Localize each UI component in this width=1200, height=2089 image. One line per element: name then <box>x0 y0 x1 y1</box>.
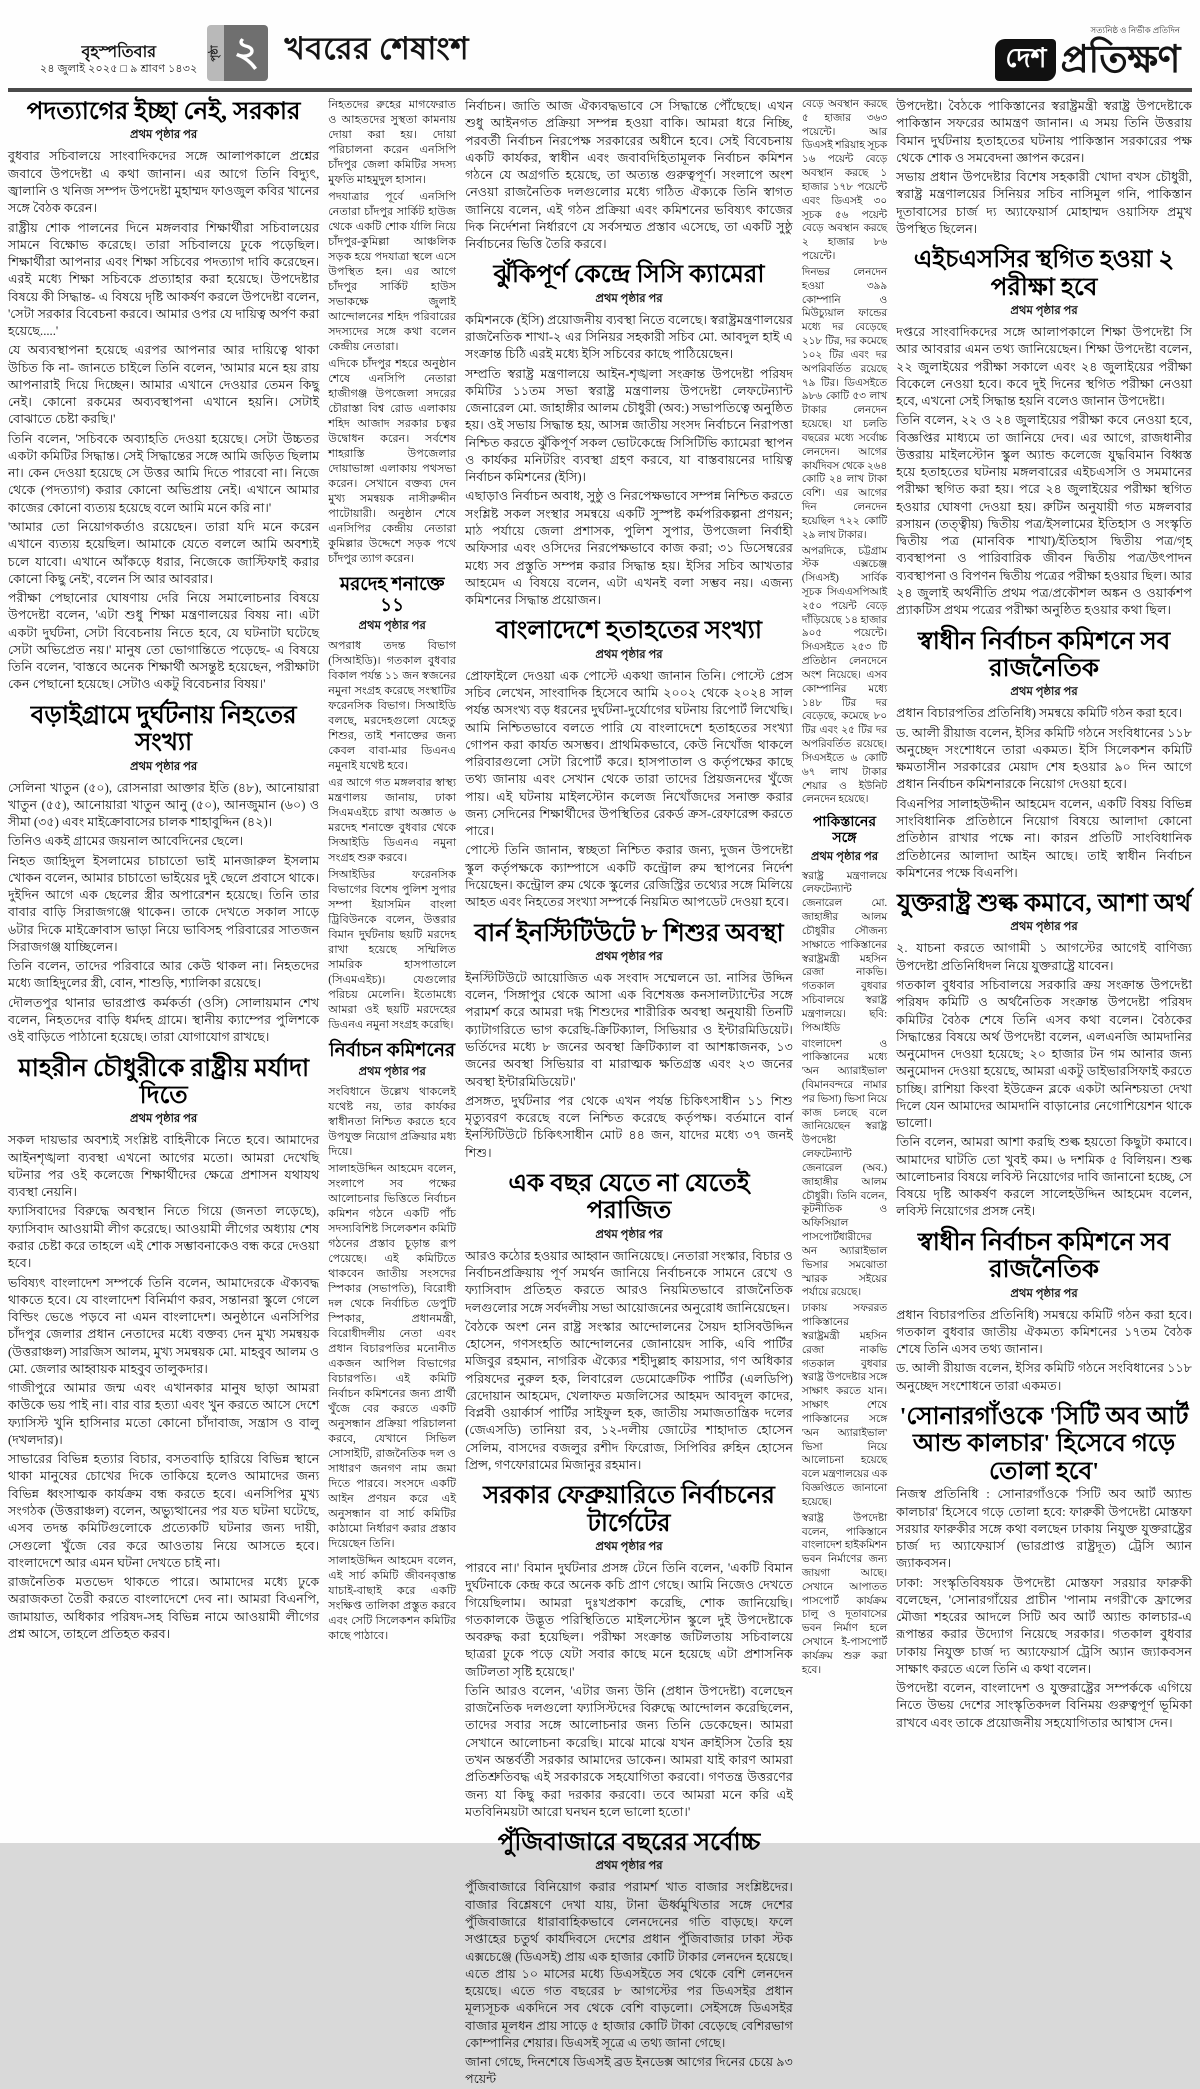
article-paragraph: গাজীপুরে আমার জন্ম এবং এখানকার মানুষ ছাড়া আমরা কাউকে ভয় পাই না। বার বার হত্যা এবং খুন করতে আসে দেশে ফ্যাসিস্ট খুনি হাসিনার মতো কোনো চাঁদাবাজ, সন্ত্রাস ও বালু (দখলদার)। <box>8 1381 320 1447</box>
article-paragraph: নির্বাচন। জাতি আজ ঐক্যবদ্ধভাবে সে সিদ্ধান্তে পৌঁছেছে। এখন শুধু আইনগত প্রক্রিয়া সম্পন্ন হওয়া বাকি। আমরা ধরে নিচ্ছি, পরবর্তী নির্বাচন নিরপেক্ষ সরকারের অধীনে হবে। সেই বিবেচনায় একটি কার্যকর, স্বাধীন এবং জবাবদিহিতামূলক নির্বাচন কমিশন গঠনে যে অগ্রগতি হয়েছে, তা অত্যন্ত গুরুত্বপূর্ণ। সংলাপে অংশ নেওয়া রাজনৈতিক দলগুলোর মধ্যে গঠিত ঐক্যকে তিনি স্বাগত জানিয়ে বলেন, এই গঠন প্রক্রিয়া এবং কমিশনের ভবিষ্যৎ কাজের দিক নির্দেশনা নির্ধারণে যে সর্বসম্মত প্রস্তাব এসেছে, তা একটি সুষ্ঠু নির্বাচনের ভিত্তি তৈরি করবে। <box>465 99 793 252</box>
article-paragraph: রাজনৈতিক মতভেদ থাকতে পারে। আমাদের মধ্যে ঢুকে অরাজকতা তৈরী করতে বাংলাদেশে দেব না। আমরা বিএনপি, জামায়াত, অধিকার পরিষদ-সহ বিভিন্ন নামে আওয়ামী লীগের প্রশ্ন আসে, তাহলে প্রতিহত করব। <box>8 1575 320 1641</box>
article-paragraph: গতকাল বুধবার সচিবালয়ে সরকারি ক্রয় সংক্রান্ত উপদেষ্টা পরিষদ কমিটি ও অর্থনৈতিক সংক্রান্ত উপদেষ্টা পরিষদ কমিটির বৈঠক শেষে তিনি এসব কথা বলেন। বৈঠকের সিদ্ধান্তের বিষয়ে অর্থ উপদেষ্টা বলেন, এলএনজি আমদানির অনুমোদন দেওয়া হয়েছে; ২০ হাজার টন গম আনার জন্য অনুমোদন দেওয়া হয়েছে, আমরা একটু ডাইভারসিফাই করতে চাচ্ছি। রাশিয়া কিংবা ইউক্রেন ব্লকে একটা অনিশ্চয়তা দেখা দিলে যেন আমাদের আমদানি বাড়ানোর নেগোশিয়েশন থাকে ভালো। <box>896 978 1192 1131</box>
article-paragraph: পরীক্ষা পেছানোর ঘোষণায় দেরি নিয়ে সমালোচনার বিষয়ে উপদেষ্টা বলেন, 'এটা শুধু শিক্ষা মন্ত্রণালয়ের বিষয় না। এটা একটা দুর্ঘটনা, সেটা বিবেচনায় নিতে হবে, যে ঘটনাটা ঘটেছে সেটা অভিপ্রেত নয়।' মানুষ তো ভোগান্তিতে পড়েছে- এ বিষয়ে তিনি বলেন, 'বাস্তবে অনেক শিক্ষার্থী অসন্তুষ্ট হয়েছেন, পরীক্ষাটা কেন পেছানো হয়েছে। সেটাও একটু বিবেচনার বিষয়।' <box>8 591 320 692</box>
article-paragraph: সভায় প্রধান উপদেষ্টার বিশেষ সহকারী খোদা বখস চৌধুরী, স্বরাষ্ট্র মন্ত্রণালয়ের সিনিয়র সচিব নাসিমুল গনি, পাকিস্তান দূতাবাসের চার্জ দ্য অ্যাফেয়ার্স মোহাম্মদ ওয়াসিফ প্রমুখ উপস্থিত ছিলেন। <box>896 170 1192 236</box>
news-article <box>8 98 319 694</box>
news-article <box>896 1403 1192 1732</box>
article-paragraph: নিজস্ব প্রতিনিধি : সোনারগাঁওকে 'সিটি অব আর্ট অ্যান্ড কালচার' হিসেবে গড়ে তোলা হবে: ফারুকী উপদেষ্টা মোস্তফা সরয়ার ফারুকীর সঙ্গে কথা বলছেন ঢাকায় নিযুক্ত যুক্তরাষ্ট্রের চার্জ দ্য অ্যাফেয়ার্স (ভারপ্রাপ্ত রাষ্ট্রদূত) ট্রেসি অ্যান জ্যাকবসন। <box>896 1487 1192 1571</box>
article-paragraph: সম্প্রতি স্বরাষ্ট্র মন্ত্রণালয়ে আইন-শৃঙ্খলা সংক্রান্ত উপদেষ্টা পরিষদ কমিটির ১১তম সভা স্বরাষ্ট্র মন্ত্রণালয় উপদেষ্টা লেফটেন্যান্ট জেনারেল মো. জাহাঙ্গীর আলম চৌধুরী (অব:) সভাপতিত্বে অনুষ্ঠিত হয়। ওই সভায় সিদ্ধান্ত হয়, আসন্ন জাতীয় সংসদ নির্বাচনে নিরাপত্তা নিশ্চিত করতে ঝুঁকিপূর্ণ সকল ভোটকেন্দ্রে সিসিটিভি ক্যামেরা স্থাপন ও কার্যকর মনিটরিং ব্যবস্থা গ্রহণ করবে, যা বাস্তবায়নের দায়িত্ব নির্বাচন কমিশনের (ইসি)। <box>465 366 793 485</box>
news-article-continuation <box>896 98 1192 238</box>
article-paragraph: সিআইডির ফরেনসিক বিভাগের বিশেষ পুলিশ সুপার সম্পা ইয়াসমিন বাংলা ট্রিবিউনকে বলেন, উত্তরার বিমান দুর্ঘটনায় ছয়টি মরদেহ রাখা হয়েছে সম্মিলিত সামরিক হাসপাতালে (সিএমএইচ)। যেগুলোর পরিচয় মেলেনি। ইতোমধ্যে আমরা ওই ছয়টি মরদেহের ডিএনএ নমুনা সংগ্রহ করেছি। <box>328 869 457 1032</box>
news-article <box>465 617 793 911</box>
continued-from-front-page-label: প্রথম পৃষ্ঠার পর <box>595 648 663 661</box>
article-paragraph: সকল দায়ভার অবশ্যই সংশ্লিষ্ট বাহিনীকে নিতে হবে। আমাদের আইনশৃঙ্খলা ব্যবস্থা এখনো আগের মতো। আমরা দেখেছি ঘটনার পর ওই কলেজে শিক্ষার্থীদের ক্ষেত্রে প্রশাসন যথাযথ ব্যবস্থা নেয়নি। <box>8 1133 320 1200</box>
article-paragraph: উপদেষ্টা। বৈঠকে পাকিস্তানের স্বরাষ্ট্রমন্ত্রী স্বরাষ্ট্র উপদেষ্টাকে পাকিস্তান সফরের আমন্ত্রণ জানান। এ সময় তিনি উত্তরায় বিমান দুর্ঘটনায় হতাহতের ঘটনায় পাকিস্তান সরকারের পক্ষ থেকে শোক ও সমবেদনা জ্ঞাপন করেন। <box>896 99 1192 165</box>
article-paragraph: দপ্তরে সাংবাদিকদের সঙ্গে আলাপকালে শিক্ষা উপদেষ্টা সি আর আবরার এমন তথ্য জানিয়েছেন। শিক্ষা উপদেষ্টা বলেন, ২২ জুলাইয়ের পরীক্ষা সকালে এবং ২৪ জুলাইয়ের পরীক্ষা বিকেলে নেওয়া হবে। কবে দুই দিনের স্থগিত পরীক্ষা নেওয়া হবে, এখনো সেই সিদ্ধান্ত হয়নি বলেও জানান উপদেষ্টা। <box>896 325 1192 409</box>
weekday: বৃহস্পতিবার <box>81 44 157 62</box>
article-headline: পদত্যাগের ইচ্ছা নেই, সরকার <box>26 98 301 125</box>
continued-from-front-page-label: প্রথম পৃষ্ঠার পর <box>1010 686 1078 699</box>
article-headline: নির্বাচন কমিশনের <box>329 1041 456 1062</box>
date-line: ২৪ জুলাই ২০২৫ □ ৯ শ্রাবণ ১৪৩২ <box>40 63 198 76</box>
continued-from-front-page-label: প্রথম পৃষ্ঠার পর <box>130 129 198 142</box>
article-paragraph: স্বরাষ্ট্র মন্ত্রণালয়ে লেফটেন্যান্ট জেনারেল মো. জাহাঙ্গীর আলম চৌধুরীর সৌজন্য সাক্ষাতে পাকিস্তানের স্বরাষ্ট্রমন্ত্রী মহসিন রেজা নাকভি। গতকাল বুধবার সচিবালয়ে স্বরাষ্ট্র মন্ত্রণালয়ে। ছবি: পিআইডি <box>801 870 888 1034</box>
article-headline: বার্ন ইনস্টিটিউটে ৮ শিশুর অবস্থা <box>474 919 784 947</box>
continued-from-front-page-label: প্রথম পৃষ্ঠার পর <box>595 1541 663 1554</box>
article-paragraph: আরও কঠোর হওয়ার আহ্বান জানিয়েছে। নেতারা সংস্কার, বিচার ও নির্বাচনপ্রক্রিয়ায় পূর্ণ সমর্থন জানিয়ে নির্বাচনকে সামনে রেখে ও ফ্যাসিবাদ প্রতিহত করতে আরও নিয়মিতভাবে রাজনৈতিক দলগুলোর সঙ্গে সর্বদলীয় সভা আয়োজনের অনুরোধ জানিয়েছেন। <box>465 1248 793 1315</box>
news-article <box>896 246 1192 619</box>
article-headline: 'সোনারগাঁওকে 'সিটি অব আর্ট আন্ড কালচার' হিসেবে গড়ে তোলা হবে' <box>899 1402 1189 1485</box>
article-paragraph: অপরদিকে, চট্টগ্রাম স্টক এক্সচেঞ্জ (সিএসই) সার্বিক সূচক সিএএসপিআই ২৫০ পয়েন্ট বেড়ে দাঁড়িয়েছে ১৪ হাজার ৯০৫ পয়েন্টে। সিএসইতে ২৫৩ টি প্রতিষ্ঠান লেনদেনে অংশ নিয়েছে। এসব কোম্পানির মধ্যে ১৪৮ টির দর বেড়েছে, কমেছে ৮০ টির এবং ২৫ টির দর অপরিবর্তিত রয়েছে। সিএসইতে ৬ কোটি ৬৭ লাখ টাকার শেয়ার ও ইউনিট লেনদেন হয়েছে। <box>801 545 888 806</box>
news-article <box>465 1482 793 1821</box>
continued-from-front-page-label: প্রথম পৃষ্ঠার পর <box>1010 921 1078 934</box>
article-paragraph: সেলিনা খাতুন (৫০), রোসনারা আক্তার ইতি (৪৮), আনোয়ারা খাতুন (৫৫), আনোয়ারা খাতুন আনু (৫০), আনজুমান (৬০) ও সীমা (৩৫) এবং মাইক্রোবাসের চালক শাহাবুদ্দিন (৪২)। <box>8 780 320 830</box>
article-paragraph: ২. যাচনা করতে আগামী ১ আগস্টের আগেই বাণিজ্য উপদেষ্টা প্রতিনিধিদল নিয়ে যুক্তরাষ্ট্রে যাবেন। <box>896 941 1192 973</box>
article-paragraph: সালাহউদ্দিন আহমেদ বলেন, সংলাপে সব পক্ষের আলোচনার ভিত্তিতে নির্বাচন কমিশন গঠনে একটি পাঁচ সদস্যবিশিষ্ট সিলেকশন কমিটি গঠনের প্রস্তাব চূড়ান্ত রূপ পেয়েছে। এই কমিটিতে থাকবেন জাতীয় সংসদের স্পিকার (সভাপতি), বিরোধী দল থেকে নির্বাচিত ডেপুটি স্পিকার, প্রধানমন্ত্রী, বিরোধীদলীয় নেতা এবং প্রধান বিচারপতির মনোনীত একজন আপিল বিভাগের বিচারপতি। এই কমিটি নির্বাচন কমিশনের জন্য প্রার্থী খুঁজে বের করতে একটি অনুসন্ধান প্রক্রিয়া পরিচালনা করবে, যেখানে সিভিল সোসাইটি, রাজনৈতিক দল ও সাধারণ জনগণ নাম জমা দিতে পারবে। সংসদে একটি আইন প্রণয়ন করে এই অনুসন্ধান বা সার্চ কমিটির কাঠামো নির্ধারণ করার প্রস্তাব দিয়েছেন তিনি। <box>328 1163 457 1551</box>
continued-from-front-page-label: প্রথম পৃষ্ঠার পর <box>130 1113 198 1126</box>
section-title: খবরের শেষাংশ <box>284 31 470 66</box>
newspaper-tagline: সত্যনিষ্ঠ ও নির্ভীক প্রতিদিন <box>1090 25 1180 35</box>
article-paragraph: উপদেষ্টা বলেন, বাংলাদেশ ও যুক্তরাষ্ট্রের সম্পর্ককে এগিয়ে নিতে উভয় দেশের সাংস্কৃতিকদল বিনিময় গুরুত্বপূর্ণ ভূমিকা রাখবে এবং তাকে প্রয়োজনীয় সহযোগিতার আশ্বাস দেন। <box>896 1681 1192 1730</box>
news-article <box>896 890 1192 1221</box>
article-paragraph: যে অব্যবস্থাপনা হয়েছে এরপর আপনার আর দায়িত্বে থাকা উচিত কি না- জানতে চাইলে তিনি বলেন, 'আমার মনে হয় রায় আপনারাই দিয়ে দিচ্ছেন। আমার এখানে দেওয়ার তেমন কিছু নেই। কোনো রকমের অব্যবস্থাপনা এখানে হয়নি। সেটাই বোঝাতে চেষ্টা করছি।' <box>8 343 320 427</box>
article-headline: পাকিস্তানের সঙ্গে <box>812 815 877 846</box>
article-paragraph: এর আগে গত মঙ্গলবার স্বাস্থ্য মন্ত্রণালয় জানায়, ঢাকা সিএমএইচে রাখা অজ্ঞাত ৬ মরদেহ শনাক্তে বুধবার থেকে সিআইডি ডিএনএ নমুনা সংগ্রহ শুরু করবে। <box>328 777 457 865</box>
article-paragraph: ঢাকা: সংস্কৃতিবিষয়ক উপদেষ্টা মোস্তফা সরয়ার ফারুকী বলেছেন, 'সোনারগাঁয়ের প্রাচীন 'পানাম নগরী'কে ফ্রান্সের মৌজা শহরের আদলে সিটি অব আর্ট অ্যান্ড কালচার-এ রূপান্তর করার উদ্যোগ নিয়েছে সরকার। গতকাল বুধবার ঢাকায় নিযুক্ত চার্জ দ্য অ্যাফেয়ার্স ট্রেসি অ্যান জ্যাকবসন সাক্ষাৎ করতে এলে তিনি এ কথা বলেন। <box>896 1575 1192 1676</box>
article-paragraph: প্রধান বিচারপতির প্রতিনিধি) সমন্বয়ে কমিটি গঠন করা হবে। গতকাল বুধবার জাতীয় ঐকমত্য কমিশনের ১৭তম বৈঠক শেষে তিনি এসব তথ্য জানান। <box>896 1307 1192 1357</box>
article-headline: সরকার ফেব্রুয়ারিতে নির্বাচনের টার্গেটের <box>483 1482 775 1537</box>
article-paragraph: অপরাধ তদন্ত বিভাগ (সিআইডি)। গতকাল বুধবার বিকাল পর্যন্ত ১১ জন স্বজনের নমুনা সংগ্রহ করেছে সংস্থাটির ফরেনসিক বিভাগ। সিআইডি বলছে, মরদেহগুলো যেহেতু শিশুর, তাই শনাক্তের জন্য কেবল বাবা-মার ডিএনএ নমুনাই যথেষ্ট হবে। <box>328 640 457 773</box>
masthead <box>0 0 1200 88</box>
article-paragraph: বৈঠকে অংশ নেন রাষ্ট্র সংস্কার আন্দোলনের সৈয়দ হাসিবউদ্দিন হোসেন, গণসংহতি আন্দোলনের জোনায়েদ সাকি, এবি পার্টির মজিবুর রহমান, নাগরিক ঐক্যের শহীদুল্লাহ কায়সার, গণ অধিকার পরিষদের নুরুল হক, লিবারেল ডেমোক্রেটিক পার্টির (এলডিপি) রেদোয়ান আহমেদ, খেলাফত মজলিসের আহমদ আবদুল কাদের, বিপ্লবী ওয়ার্কার্স পার্টির সাইফুল হক, জাতীয় সমাজতান্ত্রিক দলের (জেএসডি) তানিয়া রব, ১২-দলীয় জোটের শাহাদাত হোসেন সেলিম, বাসদের বজলুর রশীদ ফিরোজ, সিপিবির রুহিন হোসেন প্রিন্স, গণফোরামের মিজানুর রহমান। <box>465 1319 793 1472</box>
news-article-continuation <box>802 98 887 807</box>
news-article-continuation <box>465 98 793 253</box>
article-paragraph: বিএনপির সালাহউদ্দীন আহমেদ বলেন, একটি বিষয় বিভিন্ন সাংবিধানিক প্রতিষ্ঠানে নিয়োগ বিষয়ে আলাদা কোনো প্রতিষ্ঠান রাখার পক্ষে না। কারন প্রতিটি সাংবিধানিক প্রতিষ্ঠানের আলাদা আইন আছে। তাই স্বাধীন নির্বাচন কমিশনের পক্ষে বিএনপি। <box>896 796 1192 880</box>
continued-from-front-page-label: প্রথম পৃষ্ঠার পর <box>358 1066 426 1079</box>
continued-from-front-page-label: প্রথম পৃষ্ঠার পর <box>595 292 663 305</box>
article-paragraph: কমিশনকে (ইসি) প্রয়োজনীয় ব্যবস্থা নিতে বলেছে। স্বরাষ্ট্রমন্ত্রণালয়ের রাজনৈতিক শাখা-২ এর সিনিয়র সহকারী সচিব মো. আবদুল হাই এ সংক্রান্ত চিঠি এরই মধ্যে ইসি সচিবের কাছে পাঠিয়েছেন। <box>465 312 793 362</box>
brand-mark: দেশ <box>995 39 1056 81</box>
article-paragraph: প্রোফাইলে দেওয়া এক পোস্টে একথা জানান তিনি। পোস্টে প্রেস সচিব লেখেন, সাংবাদিক হিসেবে আমি ২০০২ থেকে ২০২৪ সাল পর্যন্ত অসংখ্য বড় ধরনের দুর্ঘটনা-দুর্যোগের ঘটনায় রিপোর্ট লিখেছি। আমি নিশ্চিতভাবে বলতে পারি যে বাংলাদেশে হতাহতের সংখ্যা গোপন করা কার্যত অসম্ভব। প্রাথমিকভাবে, কেউ নিখোঁজ থাকলে পরিবারগুলো সেটা রিপোর্ট করে। হাসপাতাল ও কর্তৃপক্ষের কাছে তথ্য জানায় এবং সেখান থেকে তারা তাদের প্রিয়জনদের খুঁজে পায়। এই ঘটনায় মাইলস্টোন কলেজ নিখোঁজদের সনাক্ত করার জন্য সেদিনের শিক্ষার্থীদের উপস্থিতির রেকর্ড ক্রস-রেফারেন্স করতে পারে। <box>465 668 793 839</box>
article-paragraph: তিনি বলেন, ২২ ও ২৪ জুলাইয়ের পরীক্ষা কবে নেওয়া হবে, বিজ্ঞপ্তির মাধ্যমে তা জানিয়ে দেব। এর আগে, রাজধানীর উত্তরায় মাইলস্টোন স্কুল অ্যান্ড কলেজে যুদ্ধবিমান বিধ্বস্ত হয়ে হতাহতের ঘটনায় মঙ্গলবারের এইচএসসি ও সমমানের পরীক্ষা স্থগিত করা হয়। পরে ২৪ জুলাইয়ের পরীক্ষা স্থগিত হওয়ার ঘোষণা দেওয়া হয়। রুটিন অনুযায়ী গত মঙ্গলবার রসায়ন (তত্ত্বীয়) দ্বিতীয় পত্র/ইসলামের ইতিহাস ও সংস্কৃতি দ্বিতীয় পত্র (মানবিক শাখা)/ইতিহাস দ্বিতীয় পত্র/গৃহ ব্যবস্থাপনা ও পারিবারিক জীবন দ্বিতীয় পত্র/উৎপাদন ব্যবস্থাপনা ও বিপণন দ্বিতীয় পত্রের পরীক্ষা হওয়ার ছিল। আর ২৪ জুলাই অর্থনীতি প্রথম পত্র/প্রকৌশল অঙ্কন ও ওয়ার্কশপ প্র্যাকটিস প্রথম পত্রের পরীক্ষা অনুষ্ঠিত হওয়ার কথা ছিল। <box>896 413 1192 618</box>
continued-from-front-page-label: প্রথম পৃষ্ঠার পর <box>358 620 426 633</box>
news-article <box>8 1055 319 1644</box>
article-paragraph: বুধবার সচিবালয়ে সাংবাদিকদের সঙ্গে আলাপকালে প্রশ্নের জবাবে উপদেষ্টা এ কথা জানান। এর আগে তিনি বিদ্যুৎ, জ্বালানি ও খনিজ সম্পদ উপদেষ্টা মুহাম্মদ ফাওজুল কবির খানের সঙ্গে বৈঠক করেন। <box>8 149 320 216</box>
article-paragraph: নিহত জাহিদুল ইসলামের চাচাতো ভাই মানজারুল ইসলাম খোকন বলেন, আমার চাচাতো ভাইয়ের দুই ছেলে প্রবাসে থাকে। দুইদিন আগে এক ছেলের স্ত্রীর অপারেশন হয়েছে। তিনি তার বাবার বাড়ি সিরাজগঞ্জে থাকেন। তাকে দেখতে সকাল সাড়ে ৬টার দিকে মাইক্রোবাস ভাড়া নিয়ে ভাবিসহ পরিবারের সাতজন সিরাজগঞ্জ যাচ্ছিলেন। <box>8 853 320 954</box>
article-paragraph: ভবিষ্যৎ বাংলাদেশ সম্পর্কে তিনি বলেন, আমাদেরকে ঐক্যবদ্ধ থাকতে হবে। যে বাংলাদেশ বিনির্মাণ করব, সন্তানরা স্কুলে গেলে বিল্ডিং ভেঙে পড়বে না এমন বাংলাদেশ। অনুষ্ঠানে এনসিপির চাঁদপুর জেলার প্রধান নেতাদের মধ্যে বক্তব্য দেন মুখ্য সমন্বয়ক (উত্তরাঞ্চল) সারজিস আলম, মুখ্য সমন্বয়ক মো. মাহবুব আলম ও মো. জেলার আহ্বায়ক মাহবুব তালুকদার। <box>8 1275 320 1376</box>
continued-from-front-page-label: প্রথম পৃষ্ঠার পর <box>595 1860 663 1873</box>
article-headline: ঝুঁকিপূর্ণ কেন্দ্রে সিসি ক্যামেরা <box>493 261 765 289</box>
article-paragraph: বাংলাদেশ ও পাকিস্তানের মধ্যে 'অন অ্যারাইভাল' (বিমানবন্দরে নামার পর ভিসা) ভিসা নিয়ে কাজ চলছে বলে জানিয়েছেন স্বরাষ্ট্র উপদেষ্টা লেফটেন্যান্ট জেনারেল (অব.) জাহাঙ্গীর আলম চৌধুরী। তিনি বলেন, কূটনীতিক ও অফিসিয়াল পাসপোর্টধারীদের অন অ্যারাইভাল ভিসার সমঝোতা স্মারক সইয়ের পর্যায়ে রয়েছে। <box>801 1038 888 1299</box>
article-headline: পুঁজিবাজারে বছরের সর্বোচ্চ <box>497 1829 761 1857</box>
article-headline: এইচএসসির স্থগিত হওয়া ২ পরীক্ষা হবে <box>913 246 1175 301</box>
article-paragraph: এছাড়াও নির্বাচন অবাধ, সুষ্ঠু ও নিরপেক্ষভাবে সম্পন্ন নিশ্চিত করতে সংশ্লিষ্ট সকল সংস্থার সমন্বয়ে একটি সুস্পষ্ট কর্মপরিকল্পনা প্রণয়ন; মাঠ পর্যায়ে জেলা প্রশাসক, পুলিশ সুপার, উপজেলা নির্বাহী অফিসার এবং ওসিদের নিরপেক্ষভাবে কাজ করা; ৩১ ডিসেম্বরের মধ্যে সব প্রস্তুতি সম্পন্ন করার সিদ্ধান্ত হয়। ইসির সচিব আখতার আহমেদ এ বিষয়ে বলেন, এটা এখনই বলা সম্ভব নয়। এজন্য কমিশনের সিদ্ধান্ত প্রয়োজন। <box>465 489 793 608</box>
article-headline: যুক্তরাষ্ট্র শুল্ক কমাবে, আশা অর্থ <box>896 890 1192 918</box>
news-article <box>465 1829 793 2089</box>
news-article-continuation <box>328 98 456 567</box>
column-strip-3 <box>465 98 793 2087</box>
news-article <box>465 1170 793 1474</box>
article-paragraph: রাষ্ট্রীয় শোক পালনের দিনে মঙ্গলবার শিক্ষার্থীরা সচিবালয়ের সামনে বিক্ষোভ করেছে। তারা সচিবালয়ে ঢুকে পড়েছিল। শিক্ষার্থীরা আপনার এবং শিক্ষা সচিবের পদত্যাগ দাবি করেছেন। এরই মধ্যে শিক্ষা সচিবকে প্রত্যাহার করা হয়েছে। উপদেষ্টার বিষয়ে কী সিদ্ধান্ত- এ বিষয়ে দৃষ্টি আকর্ষণ করলে উপদেষ্টা বলেন, 'সেটা সরকার বিবেচনা করবে। আমার ওপর যে দায়িত্ব অর্পণ করা হয়েছে.....' <box>8 220 320 339</box>
article-paragraph: তিনি বলেন, 'সচিবকে অব্যাহতি দেওয়া হয়েছে। সেটা উচ্চতর একটা কমিটির সিদ্ধান্ত। সেই সিদ্ধান্তের সঙ্গে আমি জড়িত ছিলাম না। কেন দেওয়া হয়েছে সে উত্তর আমি দিতে পারবো না। নিজে থেকে (পদত্যাগ) করার কোনো অভিপ্রায় নেই। এখানে আমার কাজের কোনো ব্যত্যয় হয়েছে বলে আমি মনে করি না।' <box>8 431 320 515</box>
article-paragraph: প্রধান বিচারপতির প্রতিনিধি) সমন্বয়ে কমিটি গঠন করা হবে। <box>896 706 1183 721</box>
masthead-left <box>40 25 469 81</box>
article-paragraph: সংবিধানে উল্লেখ থাকলেই যথেষ্ট নয়, তার কার্যকর স্বাধীনতা নিশ্চিত করতে হবে উপযুক্ত নিয়োগ প্রক্রিয়ার মধ্য দিয়ে। <box>328 1086 457 1159</box>
newspaper-brand <box>995 24 1186 81</box>
article-headline: বড়াইগ্রামে দুর্ঘটনায় নিহতের সংখ্যা <box>30 701 297 757</box>
article-paragraph: বেড়ে অবস্থান করছে ৫ হাজার ৩৬৩ পয়েন্টে। আর ডিএসই শরিয়াহ সূচক ১৬ পয়েন্ট বেড়ে অবস্থান করছে ১ হাজার ১৭৮ পয়েন্টে এবং ডিএসই ৩০ সূচক ৫৬ পয়েন্ট বেড়ে অবস্থান করছে ২ হাজার ৮৬ পয়েন্টে। <box>801 99 888 263</box>
continued-from-front-page-label: প্রথম পৃষ্ঠার পর <box>1010 305 1078 317</box>
article-headline: স্বাধীন নির্বাচন কমিশনে সব রাজনৈতিক <box>917 1228 1171 1284</box>
news-article <box>896 628 1192 883</box>
news-article <box>328 1041 456 1644</box>
article-paragraph: পোস্টে তিনি জানান, স্বচ্ছতা নিশ্চিত করার জন্য, দুজন উপদেষ্টা স্কুল কর্তৃপক্ষকে ক্যাম্পাসে একটি কন্ট্রোল রুম স্থাপনের নির্দেশ দিয়েছেন। কন্ট্রোল রুম থেকে স্কুলের রেজিস্ট্রির তথ্যের সঙ্গে মিলিয়ে আহত এবং নিহতের সংখ্যা সম্পর্কে নিয়মিত আপডেট দেওয়া হবে। <box>465 843 793 910</box>
news-article <box>896 1229 1192 1395</box>
article-headline: মাহরীন চৌধুরীকে রাষ্ট্রীয় মর্যাদা দিতে <box>18 1054 310 1109</box>
column-strip-2 <box>328 98 456 1832</box>
article-paragraph: নিহতদের রুহের মাগফেরাত ও আহতদের সুস্থতা কামনায় দোয়া করা হয়। দোয়া পরিচালনা করেন এনসিপি চাঁদপুর জেলা কমিটির সদস্য মুফতি মাহমুদুল হাসান। <box>328 99 457 186</box>
news-article <box>802 815 887 1677</box>
continued-from-front-page-label: প্রথম পৃষ্ঠার পর <box>595 1228 663 1241</box>
article-paragraph: তিনিও একই গ্রামের জয়নাল আবেদিনের ছেলে। <box>8 834 244 849</box>
article-paragraph: পদযাত্রার পূর্বে এনসিপি নেতারা চাঁদপুর সার্কিট হাউজ থেকে একটি শোক র্যালি নিয়ে চাঁদপুর-কুমিল্লা আঞ্চলিক সড়ক হয়ে পদযাত্রা স্থলে এসে উপস্থিত হন। এর আগে চাঁদপুর সার্কিট হাউস সভাকক্ষে জুলাই আন্দোলনের শহিদ পরিবারের সদস্যদের সঙ্গে কথা বলেন কেন্দ্রীয় নেতারা। <box>328 191 457 353</box>
article-paragraph: সালাহউদ্দিন আহমেদ বলেন, এই সার্চ কমিটি জীবনবৃত্তান্ত যাচাই-বাছাই করে একটি সংক্ষিপ্ত তালিকা প্রস্তুত করবে এবং সেটি সিলেকশন কমিটির কাছে পাঠাবে। <box>328 1555 457 1643</box>
article-paragraph: ইনস্টিটিউটে আয়োজিত এক সংবাদ সম্মেলনে ডা. নাসির উদ্দিন বলেন, 'সিঙ্গাপুর থেকে আসা এক বিশেষজ্ঞ কনসালট্যান্টের সঙ্গে পরামর্শ করে আমরা দগ্ধ শিশুদের শারীরিক অবস্থা অনুযায়ী তিনটি ক্যাটাগরিতে ভাগ করেছি-ক্রিটিক্যাল, সিভিয়ার ও ইন্টারমিডিয়েট। ভর্তিদের মধ্যে ৮ জনের অবস্থা ক্রিটিক্যাল বা আশঙ্কাজনক, ১৩ জনের অবস্থা সিভিয়ার বা মারাত্মক ক্ষতিগ্রস্ত এবং ২৩ জনের অবস্থা ইন্টারমিডিয়েট।' <box>465 970 793 1089</box>
column-strip-5 <box>896 98 1192 1832</box>
page-columns <box>0 92 1200 2087</box>
continued-from-front-page-label: প্রথম পৃষ্ঠার পর <box>1010 1287 1078 1300</box>
article-paragraph: প্রসঙ্গত, দুর্ঘটনার পর থেকে এখন পর্যন্ত চিকিৎসাধীন ১১ শিশু মৃত্যুবরণ করেছে বলে নিশ্চিত করেছে কর্তৃপক্ষ। বর্তমানে বার্ন ইনস্টিটিউটে চিকিৎসাধীন মোট ৪৪ জন, যাদের মধ্যে ৩৭ জনই শিশু। <box>465 1093 793 1160</box>
continued-from-front-page-label: প্রথম পৃষ্ঠার পর <box>810 850 879 863</box>
article-paragraph: ড. আলী রীয়াজ বলেন, ইসির কমিটি গঠনে সংবিধানের ১১৮ অনুচ্ছেদ সংশোধনে তারা একমত। ইসি সিলেকশন কমিটি ক্ষমতাসীন সরকারের মেয়াদ শেষ হওয়ার ৯০ দিন আগে প্রধান নির্বাচন কমিশনারকে নিয়োগ দেওয়া হবে। <box>896 725 1192 792</box>
article-paragraph: দৌলতপুর থানার ভারপ্রাপ্ত কর্মকর্তা (ওসি) সোলায়মান শেখ বলেন, নিহতদের বাড়ি ধর্মদহ গ্রামে। স্থানীয় ক্যাম্পের পুলিশকে ওই বাড়িতে পাঠানো হয়েছে। তারা যোগাযোগ রাখছে। <box>8 995 320 1045</box>
column-strip-1 <box>8 98 319 1832</box>
article-headline: বাংলাদেশে হতাহতের সংখ্যা <box>496 617 762 645</box>
article-headline: মরদেহ শনাক্তে ১১ <box>339 575 445 616</box>
article-headline: স্বাধীন নির্বাচন কমিশনে সব রাজনৈতিক <box>917 627 1171 682</box>
page-number-box <box>207 25 268 81</box>
article-paragraph: স্বরাষ্ট্র উপদেষ্টা বলেন, পাকিস্তানে বাংলাদেশ হাইকমিশন ভবন নির্মাণের জন্য জায়গা আছে। সেখানে আপাতত পাসপোর্ট কার্যক্রম চালু ও দূতাবাসের ভবন নির্মাণ হলে সেখানে ই-পাসপোর্ট কার্যক্রম শুরু করা হবে। <box>801 1512 888 1676</box>
continued-from-front-page-label: প্রথম পৃষ্ঠার পর <box>595 950 663 963</box>
article-paragraph: ড. আলী রীয়াজ বলেন, ইসির কমিটি গঠনে সংবিধানের ১১৮ অনুচ্ছেদ সংশোধনে তারা একমত। <box>896 1361 1192 1393</box>
article-paragraph: তিনি বলেন, তাদের পরিবারে আর কেউ থাকল না। নিহতদের মধ্যে জাহিদুলের স্ত্রী, বোন, শাশুড়ি, শ্যালিকা রয়েছে। <box>8 959 320 991</box>
article-paragraph: সাভারের বিভিন্ন হত্যার বিচার, বসতবাড়ি হারিয়ে বিভিন্ন স্থানে থাকা মানুষের চোখের দিকে তাকিয়ে হলেও আমাদের জন্য বিভিন্ন ধ্বংসাত্মক কার্যক্রম বন্ধ করতে হবে। এনসিপির মুখ্য সংগঠক (উত্তরাঞ্চল) বলেন, অভ্যুত্থানের পর যত ঘটনা ঘটেছে, এসব তদন্ত কমিটিগুলোকে প্রত্যেকটি ঘটনার জন্য দায়ী, সেগুলো খুঁজে বের করে আওতায় নিয়ে আসতে হবে। বাংলাদেশে আর এমন ঘটনা দেখতে চাই না। <box>8 1452 320 1570</box>
article-paragraph: ফ্যাসিবাদের বিরুদ্ধে অবস্থান নিতে গিয়ে (জনতা লড়েছে), ফ্যাসিবাদ আওয়ামী লীগ করেছে। আওয়ামী লীগের অধ্যায় শেষ করার চেষ্টা করে তাহলে এই শোক সম্ভাবনাকেও বন্ধ করে দেওয়া হবে। <box>8 1204 320 1271</box>
news-article <box>465 261 793 609</box>
article-paragraph: ঢাকায় সফররত পাকিস্তানের স্বরাষ্ট্রমন্ত্রী মহসিন রেজা নাকভি গতকাল বুধবার স্বরাষ্ট্র উপদেষ্টার সঙ্গে সাক্ষাৎ করতে যান। সাক্ষাৎ শেষে পাকিস্তানের সঙ্গে 'অন অ্যারাইভাল' ভিসা নিয়ে আলোচনা হয়েছে বলে মন্ত্রণালয়ের এক বিজ্ঞপ্তিতে জানানো হয়েছে। <box>801 1303 888 1508</box>
brand-logo <box>995 39 1180 81</box>
article-paragraph: পারবে না।' বিমান দুর্ঘটনার প্রসঙ্গ টেনে তিনি বলেন, 'একটি বিমান দুর্ঘটনাকে কেন্দ্র করে অনেক কচি প্রাণ গেছে। আমি নিজেও দেখতে গিয়েছিলাম। আমরা দুঃখপ্রকাশ করেছি, শোক জানিয়েছি। গতকালকে উদ্ভূত পরিস্থিতিতে মাইলস্টোন স্কুলে দুই উপদেষ্টাকে অবরুদ্ধ করা হয়েছিল। পরীক্ষা সংক্রান্ত জটিলতায় সচিবালয়ে ছাত্ররা ঢুকে পড়ে যেটা সবার কাছে মনে হয়েছে এটা প্রশাসনিক জটিলতা সৃষ্টি হয়েছে।' <box>465 1561 793 1679</box>
article-paragraph: 'আমার তো নিয়োগকর্তাও রয়েছেন। তারা যদি মনে করেন এখানে ব্যত্যয় হয়েছিল। আমাকে যেতে বললে আমি অবশ্যই চলে যাবো। এখানে আঁকড়ে ধরার, নিজেকে জাস্টিফাই করার কোনো কিছু নেই', বলেন সি আর আবরার। <box>8 520 320 586</box>
article-paragraph: জানা গেছে, দিনশেষে ডিএসই ব্রড ইনডেক্স আগের দিনের চেয়ে ৯৩ পয়েন্ট <box>465 2055 793 2087</box>
continued-from-front-page-label: প্রথম পৃষ্ঠার পর <box>130 760 198 773</box>
article-paragraph: দিনভর লেনদেন হওয়া ৩৯৯ কোম্পানি ও মিউচ্যুয়াল ফান্ডের মধ্যে দর বেড়েছে ২১৮ টির, দর কমেছে ১০২ টির এবং দর অপরিবর্তিত রয়েছে ৭৯ টির। ডিএসইতে ৯৮৬ কোটি ৫৩ লাখ টাকার লেনদেন হয়েছে। যা চলতি বছরের মধ্যে সর্বোচ্চ লেনদেন। আগের কার্যদিবস থেকে ২৬৪ কোটি ২৪ লাখ টাকা বেশি। এর আগের দিন লেনদেন হয়েছিল ৭২২ কোটি ২৯ লাখ টাকার। <box>801 266 888 541</box>
news-article <box>328 575 456 1033</box>
article-headline: এক বছর যেতে না যেতেই পরাজিত <box>508 1169 750 1225</box>
article-paragraph: পুঁজিবাজারে বিনিয়োগ করার পরামর্শ খাত বাজার সংশ্লিষ্টদের। বাজার বিশ্লেষণে দেখা যায়, টানা ঊর্ধ্বমুখিতার সঙ্গে দেশের পুঁজিবাজারে ধারাবাহিকভাবে লেনদেনের গতি বাড়ছে। ফলে সপ্তাহের চতুর্থ কার্যদিবসে দেশের প্রধান পুঁজিবাজার ঢাকা স্টক এক্সচেঞ্জে (ডিএসই) প্রায় এক হাজার কোটি টাকার লেনদেন হয়েছে। এতে প্রায় ১০ মাসের মধ্যে ডিএসইতে সব থেকে বেশি লেনদেন হয়েছে। এতে গত বছরের ৮ আগস্টের পর ডিএসইর প্রধান মূল্যসূচক একদিনে সব থেকে বেশি বাড়লো। সেইসঙ্গে ডিএসইর বাজার মূলধন প্রায় সাড়ে ৫ হাজার কোটি টাকা বেড়েছে বেশিরভাগ কোম্পানির শেয়ার। ডিএসই সূত্রে এ তথ্য জানা গেছে। <box>465 1880 793 2050</box>
article-paragraph: এদিকে চাঁদপুর শহরে অনুষ্ঠান শেষে এনসিপি নেতারা হাজীগঞ্জ উপজেলা সদরের চৌরাস্তা বিশ্ব রোড এলাকায় শহিদ আজাদ সরকার চত্বর উদ্বোধন করেন। সর্বশেষ শাহরাস্তি উপজেলার দোয়াভাঙ্গা এলাকায় পথসভা করেন। সেখানে বক্তব্য দেন মুখ্য সমন্বয়ক নাসীরুদ্দীন পাটোয়ারী। অনুষ্ঠান শেষে এনসিপির কেন্দ্রীয় নেতারা কুমিল্লার উদ্দেশে সড়ক পথে চাঁদপুর ত্যাগ করেন। <box>328 358 457 565</box>
news-article <box>465 920 793 1162</box>
day-date <box>40 43 197 81</box>
news-article <box>8 702 319 1047</box>
article-paragraph: তিনি আরও বলেন, 'এটার জন্য উনি (প্রধান উপদেষ্টা) বলেছেন রাজনৈতিক দলগুলো ফ্যাসিস্টদের বিরুদ্ধে আন্দোলন করেছিলেন, তাদের সবার সঙ্গে আলোচনার জন্য তিনি ডেকেছেন। আমরা সেখানে আলোচনা করেছি। মাঝে মাঝে যখন ক্রাইসিস তৈরি হয় তখন অন্তর্বর্তী সরকার আমাদের ডাকেন। আমরা যাই কারণ আমরা প্রতিশ্রুতিবদ্ধ এই সরকারকে সহযোগিতা করবো। গণতন্ত্র উত্তরণের জন্য যা কিছু করা দরকার করবো। তবে আমরা মনে করি এই মতবিনিময়টা আরো ঘনঘন হলে ভালো হতো।' <box>465 1683 793 1819</box>
column-strip-4 <box>802 98 887 1832</box>
page-number: ২ <box>224 25 268 81</box>
brand-name: প্রতিক্ষণ <box>1060 38 1180 81</box>
page-word: পৃষ্ঠা <box>207 25 224 81</box>
article-paragraph: তিনি বলেন, আমরা আশা করছি শুল্ক হয়তো কিছুটা কমাবে। আমাদের ঘাটতি তো খুবই কম। ৬ দশমিক ৫ বিলিয়ন। শুল্ক আলোচনার বিষয়ে লবিস্ট নিয়োগের দাবি জানানো হচ্ছে, সে বিষয়ে দৃষ্টি আকর্ষণ করলে সালেহউদ্দিন আহমেদ বলেন, লবিস্ট নিয়োগের প্রসঙ্গ নেই। <box>896 1135 1192 1219</box>
